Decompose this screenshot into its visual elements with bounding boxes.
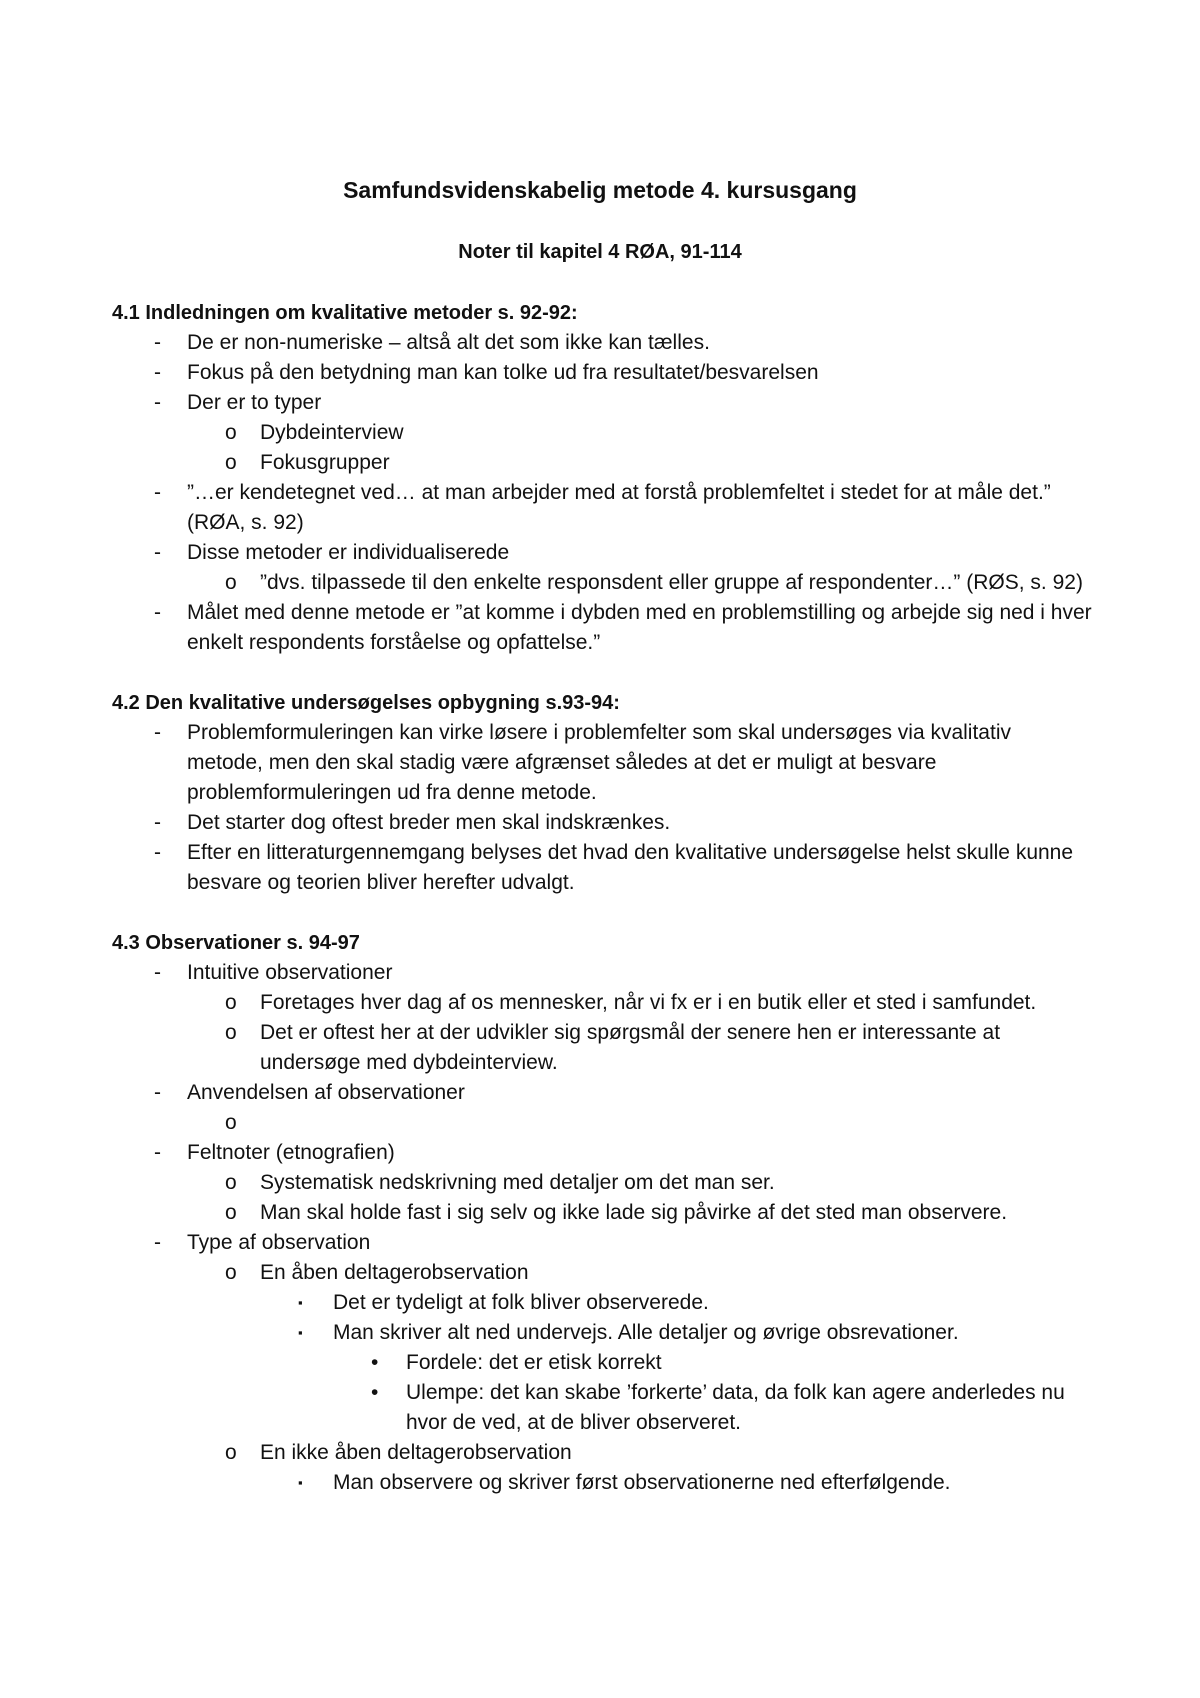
circle-marker: o <box>225 1441 237 1464</box>
list-item <box>187 1168 1092 1198</box>
list-item-text: Fokus på den betydning man kan tolke ud fra resultatet/besvarelsen <box>187 361 819 384</box>
dash-marker: - <box>154 1081 161 1104</box>
circle-marker: o <box>225 421 237 444</box>
circle-marker: o <box>225 991 237 1014</box>
list-item <box>112 1078 1092 1138</box>
list-item <box>260 1318 1092 1438</box>
list-item-text: Intuitive observationer <box>187 961 393 984</box>
list-item-text: Problemformuleringen kan virke løsere i problemfelter som skal undersøges via kvalitativ metode, men den skal stadig være afgrænset således at det er muligt at besvare problemformuleringen ud fra denne metode. <box>187 721 1011 804</box>
list-item <box>112 538 1092 598</box>
list-item-text: De er non-numeriske – altså alt det som ikke kan tælles. <box>187 331 710 354</box>
dot-marker: • <box>371 1381 379 1404</box>
circle-marker: o <box>225 451 237 474</box>
sub-sub-sub-list <box>333 1348 1092 1438</box>
sub-list <box>187 1108 1092 1138</box>
section-4-1 <box>112 298 1092 658</box>
list-item <box>187 1258 1092 1438</box>
list-item-text: Man skal holde fast i sig selv og ikke lade sig påvirke af det sted man observere. <box>260 1201 1008 1224</box>
sub-list <box>187 568 1092 598</box>
list-item <box>112 808 1092 838</box>
list-item <box>112 718 1092 808</box>
dash-marker: - <box>154 811 161 834</box>
list-item <box>187 418 1092 448</box>
sub-sub-list <box>260 1468 1092 1498</box>
list-item-text: Foretages hver dag af os mennesker, når vi fx er i en butik eller et sted i samfundet. <box>260 991 1037 1014</box>
list-item-text: Efter en litteraturgennemgang belyses det hvad den kvalitative undersøgelse helst skulle kunne besvare og teorien bliver herefter udvalgt. <box>187 841 1074 894</box>
bullet-list <box>112 958 1092 1498</box>
list-item <box>112 388 1092 478</box>
dash-marker: - <box>154 841 161 864</box>
square-marker: ▪ <box>298 1325 303 1340</box>
list-item-text: Fordele: det er etisk korrekt <box>406 1351 662 1374</box>
document-body <box>112 298 1092 1528</box>
dash-marker: - <box>154 1231 161 1254</box>
sub-list <box>187 988 1092 1078</box>
list-item <box>187 1018 1092 1078</box>
circle-marker: o <box>225 1261 237 1284</box>
circle-marker: o <box>225 1111 237 1134</box>
list-item <box>260 1288 1092 1318</box>
list-item-text <box>260 1108 1092 1138</box>
list-item-text: Det er tydeligt at folk bliver observerede. <box>333 1291 709 1314</box>
list-item-text: Det starter dog oftest breder men skal indskrænkes. <box>187 811 671 834</box>
dash-marker: - <box>154 541 161 564</box>
list-item-text: Disse metoder er individualiserede <box>187 541 510 564</box>
circle-marker: o <box>225 1201 237 1224</box>
section-heading: 4.1 Indledningen om kvalitative metoder s. 92-92: <box>112 302 578 324</box>
list-item-text: ”dvs. tilpassede til den enkelte responsdent eller gruppe af respondenter…” (RØS, s. 92) <box>260 571 1083 594</box>
list-item <box>187 568 1092 598</box>
circle-marker: o <box>225 1021 237 1044</box>
list-item-text: En åben deltagerobservation <box>260 1261 529 1284</box>
list-item-text: Feltnoter (etnografien) <box>187 1141 395 1164</box>
dash-marker: - <box>154 721 161 744</box>
list-item-text: Dybdeinterview <box>260 421 404 444</box>
list-item-text: Fokusgrupper <box>260 451 390 474</box>
dash-marker: - <box>154 361 161 384</box>
list-item-text: Man skriver alt ned undervejs. Alle detaljer og øvrige obsrevationer. <box>333 1321 959 1344</box>
list-item <box>112 478 1092 538</box>
sub-list <box>187 1168 1092 1228</box>
list-item <box>333 1378 1092 1438</box>
section-4-3 <box>112 928 1092 1498</box>
list-item-text: Ulempe: det kan skabe ’forkerte’ data, da folk kan agere anderledes nu hvor de ved, at de bliver observeret. <box>406 1381 1065 1434</box>
page-title: Samfundsvidenskabelig metode 4. kursusgang <box>343 177 857 203</box>
section-heading: 4.3 Observationer s. 94-97 <box>112 932 360 954</box>
list-item-text: Type af observation <box>187 1231 371 1254</box>
list-item <box>112 1138 1092 1228</box>
dash-marker: - <box>154 481 161 504</box>
list-item-text: Det er oftest her at der udvikler sig spørgsmål der senere hen er interessante at undersøge med dybdeinterview. <box>260 1021 1001 1074</box>
list-item-text: Anvendelsen af observationer <box>187 1081 465 1104</box>
list-item-text: En ikke åben deltagerobservation <box>260 1441 572 1464</box>
list-item <box>187 1438 1092 1498</box>
dash-marker: - <box>154 601 161 624</box>
dash-marker: - <box>154 331 161 354</box>
list-item <box>112 1228 1092 1498</box>
list-item <box>187 1108 1092 1138</box>
page-subtitle: Noter til kapitel 4 RØA, 91-114 <box>458 241 742 263</box>
list-item <box>112 358 1092 388</box>
section-4-2 <box>112 688 1092 898</box>
list-item-text: ”…er kendetegnet ved… at man arbejder med at forstå problemfeltet i stedet for at måle det.” (RØA, s. 92) <box>187 481 1051 534</box>
square-marker: ▪ <box>298 1295 303 1310</box>
list-item-text: Der er to typer <box>187 391 322 414</box>
dash-marker: - <box>154 391 161 414</box>
list-item <box>187 448 1092 478</box>
list-item <box>112 838 1092 898</box>
list-item <box>187 988 1092 1018</box>
dash-marker: - <box>154 961 161 984</box>
list-item-text: Systematisk nedskrivning med detaljer om det man ser. <box>260 1171 775 1194</box>
list-item <box>112 328 1092 358</box>
list-item-text: Målet med denne metode er ”at komme i dybden med en problemstilling og arbejde sig ned i hver enkelt respondents forståelse og opfattelse.” <box>187 601 1092 654</box>
sub-list <box>187 1258 1092 1498</box>
list-item <box>260 1468 1092 1498</box>
dash-marker: - <box>154 1141 161 1164</box>
square-marker: ▪ <box>298 1475 303 1490</box>
dot-marker: • <box>371 1351 379 1374</box>
bullet-list <box>112 718 1092 898</box>
circle-marker: o <box>225 1171 237 1194</box>
section-heading: 4.2 Den kvalitative undersøgelses opbygning s.93-94: <box>112 692 620 714</box>
list-item <box>112 598 1092 658</box>
list-item <box>112 958 1092 1078</box>
circle-marker: o <box>225 571 237 594</box>
sub-sub-list <box>260 1288 1092 1438</box>
list-item <box>187 1198 1092 1228</box>
bullet-list <box>112 328 1092 658</box>
list-item-text: Man observere og skriver først observationerne ned efterfølgende. <box>333 1471 951 1494</box>
sub-list <box>187 418 1092 478</box>
list-item <box>333 1348 1092 1378</box>
